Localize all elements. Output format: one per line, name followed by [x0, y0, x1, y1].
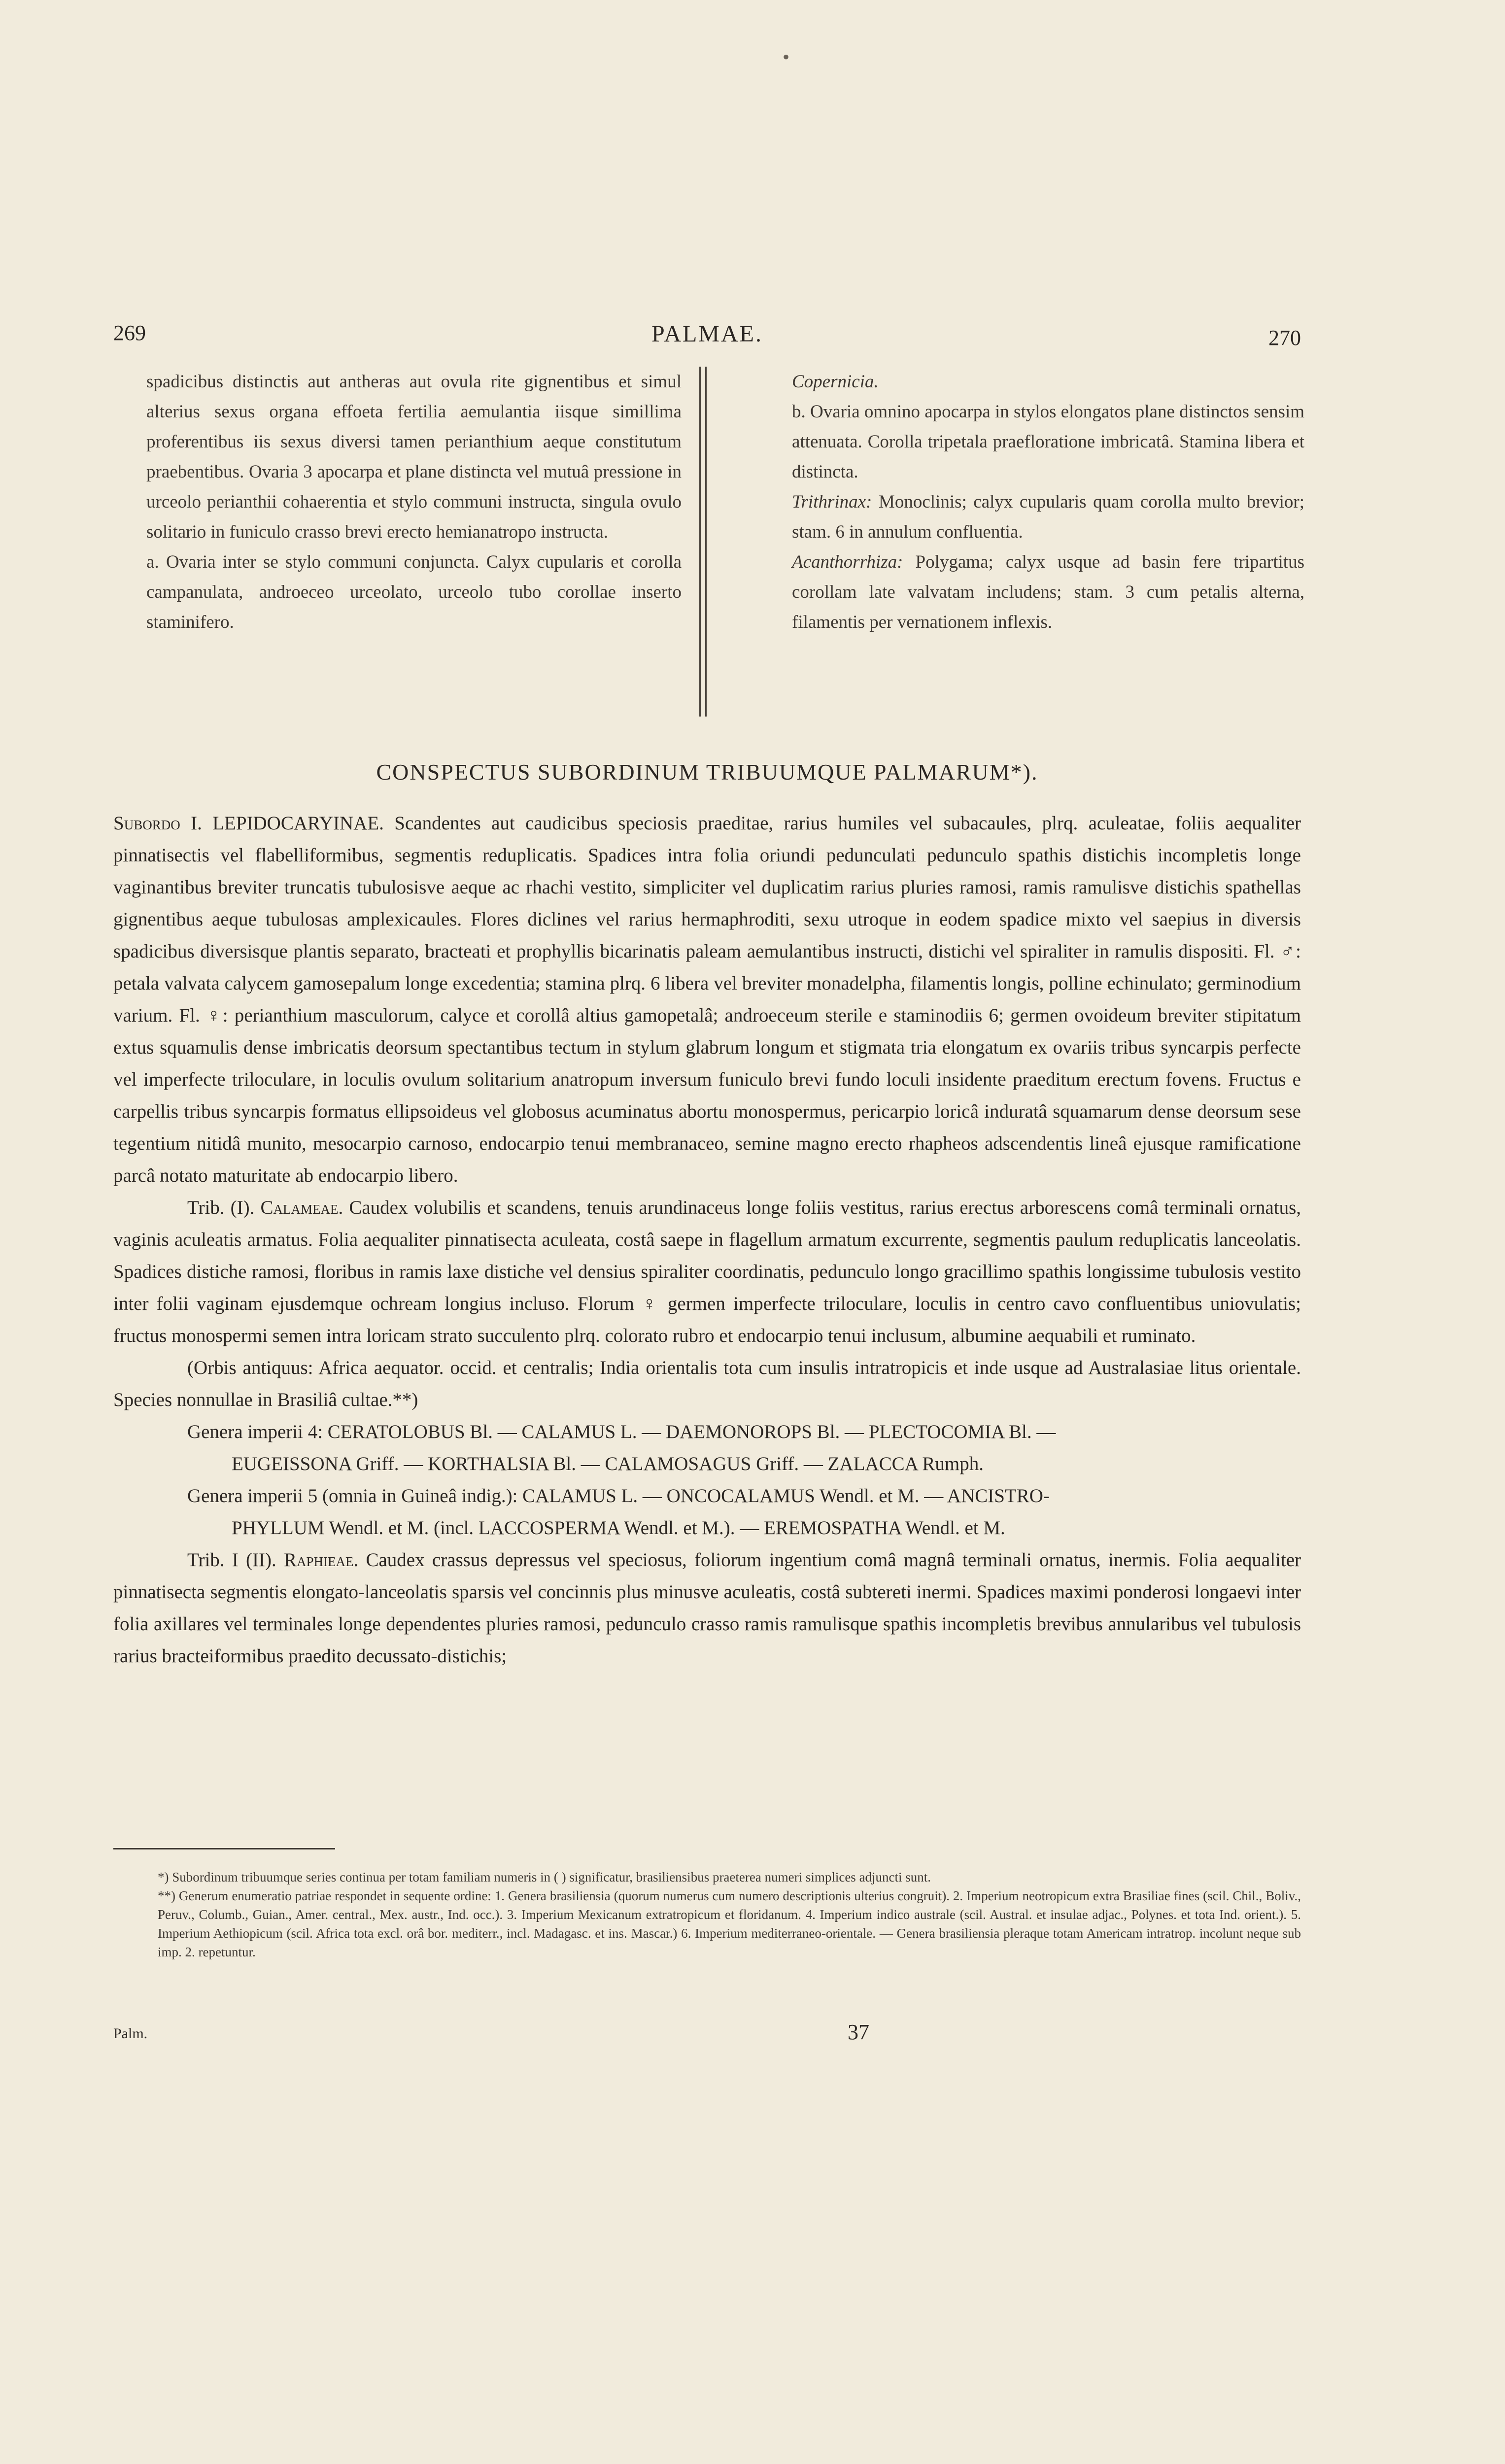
page-header — [113, 320, 1301, 360]
trithrinax-entry — [792, 487, 1304, 547]
trib-name: Calameae. — [260, 1197, 343, 1218]
section-title: CONSPECTUS SUBORDINUM TRIBUUMQUE PALMARUM*). — [376, 759, 1038, 785]
genus-copernicia: Copernicia. — [792, 372, 879, 392]
page-number-right: 270 — [1268, 326, 1301, 350]
left-paragraph-2: a. Ovaria inter se stylo communi conjuncta. Calyx cupularis et corolla campanulata, androeceo urceolato, urceolo tubo corollae inserto staminifero. — [146, 552, 682, 632]
trib-name: Raphieae. — [283, 1549, 359, 1571]
page-number-left: 269 — [113, 321, 146, 345]
left-paragraph-1: spadicibus distinctis aut antheras aut ovula rite gignentibus et simul alterius sexus organa effoeta fertilia aemulantia iisque simillima proferentibus iis sexus diversi tamen perianthium aeque constitutum praebentibus. Ovaria 3 apocarpa et plane distincta vel mutuâ pressione in urceolo perianthii cohaerentia et stylo communi instructa, singula ovulo solitario in funiculo crasso brevi erecto hemianatropo instructa. — [146, 372, 682, 542]
footnote-2: **) Generum enumeratio patriae respondet in sequente ordine: 1. Genera brasiliensia (quorum numerus cum numero descriptionis ulterius congruit). 2. Imperium neotropicum extra Brasiliae fines (scil. Chil., Boliv., Peruv., Columb., Guian., Amer. central., Mex. austr., Ind. occ.). 3. Imperium Mexicanum extratropicum et floridanum. 4. Imperium indico australe (scil. Austral. et insulae adjac., Polynes. et tota Ind. orient.). 5. Imperium Aethiopicum (scil. Africa tota excl. orâ bor. mediterr., incl. Madagasc. et ins. Mascar.) 6. Imperium mediterraneo-orientale. — Genera brasiliensia pleraque totam Americam intratrop. incolunt neque sub imp. 2. repetuntur. — [158, 1888, 1301, 1959]
subordo-text: Scandentes aut caudicibus speciosis praeditae, rarius humiles vel subacaules, plrq. aculeatae, foliis aequaliter pinnatisectis vel flabelliformibus, segmentis reduplicatis. Spadices intra folia oriundi pedunculati pedunculo spathis distichis incompletis longe vaginantibus breviter truncatis tubulosisve aeque ac rhachi vestito, simpliciter vel duplicatim rarius pluries ramosi, ramis ramulisve distichis spathellas gignentibus aeque tubulosas amplexicaules. Flores diclines vel rarius hermaphroditi, sexu utroque in eodem spadice mixto vel saepius in diversis spadicibus diversisque plantis separato, bracteati et prophyllis bicarinatis paleam aemulantibus instructi, distichi vel spiraliter in ramulis dispositi. Fl. ♂: petala valvata calycem gamosepalum longe excedentia; stamina plrq. 6 libera vel breviter monadelpha, filamentis longis, polline echinulato; germinodium varium. Fl. ♀: perianthium masculorum, calyce et corollâ altius gamopetalâ; androeceum sterile e staminodiis 6; germen ovoideum breviter stipitatum extus squamulis dense imbricatis deorsum spectantibus tectum in stylum glabrum longum et stigmata tria elongatum ex ovariis tribus syncarpis perfecte vel imperfecte triloculare, in loculis ovulum solitarium anatropum inversum funiculo brevi fundo loculi insidente praeditum erectum fovens. Fructus e carpellis tribus syncarpis formatus ellipsoideus vel globosus acuminatus abortu monospermus, pericarpio loricâ induratâ squamarum dense deorsum sese tegentium nitidâ munito, mesocarpio carnoso, endocarpio tenui membranaceo, semine magno erecto rhapheos adscendentis lineâ ejusque ramificatione parcâ notato maturitate ab endocarpio libero. — [113, 813, 1301, 1186]
right-column — [792, 367, 1304, 637]
subordo-label: Subordo — [113, 813, 180, 834]
trib-text: Caudex crassus depressus vel speciosus, foliorum ingentium comâ magnâ terminali ornatus, inermis. Folia aequaliter pinnatisecta segmentis elongato-lanceolatis sparsis vel concinnis plus minusve aculeatis, costâ subtereti inermi. Spadices maximi ponderosi longaevi inter folia axillares vel terminales longe dependentes pluries ramosi, pedunculo crasso ramis ramulisque spathis incompletis brevibus annularibus vel tubulosis rarius bracteiformibus praedito decussato-distichis; — [113, 1549, 1301, 1667]
right-paragraph-b: b. Ovaria omnino apocarpa in stylos elongatos plane distinctos sensim attenuata. Corolla tripetala praefloratione imbricatâ. Stamina libera et distincta. — [792, 402, 1304, 482]
footnote-rule — [113, 1848, 335, 1849]
margin-mark: • — [783, 46, 790, 68]
subordo-name: I. LEPIDOCARYINAE. — [191, 813, 384, 834]
column-divider-line — [705, 367, 707, 717]
orbis-paragraph: (Orbis antiquus: Africa aequator. occid. et centralis; India orientalis tota cum insulis intratropicis et inde usque ad Australasiae litus orientale. Species nonnullae in Brasiliâ cultae.**) — [113, 1357, 1301, 1410]
trib-text: Caudex volubilis et scandens, tenuis arundinaceus longe foliis vestitus, rarius erectus arborescens comâ terminali ornatus, vaginis aculeatis armatus. Folia aequaliter pinnatisecta aculeata, costâ saepe in flagellum armatum excurrente, segmentis paulum reduplicatis lanceolatis. Spadices distiche ramosi, floribus in ramis laxe distiche vel densius spiraliter coordinatis, pedunculo longo gracillimo spathis longissime tubulosis vestito inter folii vaginam ejusdemque ochream longius incluso. Florum ♀ germen imperfecte triloculare, loculis in centro cavo confluentibus uniovulatis; fructus monospermi semen intra loricam strato succulento plrq. colorato rubro et endocarpio tenui inclusum, albumine aequabili et ruminato. — [113, 1197, 1301, 1346]
column-divider-line — [699, 367, 701, 717]
genera-line: Genera imperii 5 (omnia in Guineâ indig.): CALAMUS L. — ONCOCALAMUS Wendl. et M. — ANCISTRO- — [187, 1485, 1050, 1506]
signature-number: 37 — [848, 2020, 869, 2044]
genus-acanthorrhiza: Acanthorrhiza: — [792, 552, 903, 572]
signature-mark: Palm. — [113, 2025, 148, 2042]
running-title: PALMAE. — [651, 321, 763, 347]
acanthorrhiza-entry — [792, 547, 1304, 637]
left-column — [146, 367, 682, 637]
genera-line: EUGEISSONA Griff. — KORTHALSIA Bl. — CALAMOSAGUS Griff. — ZALACCA Rumph. — [232, 1453, 984, 1474]
trithrinax-text: Monoclinis; calyx cupularis quam corolla multo brevior; stam. 6 in annulum confluentia. — [792, 492, 1304, 542]
footnote-1: *) Subordinum tribuumque series continua per totam familiam numeris in ( ) significatur, brasiliensibus praeterea numeri simplices adjuncti sunt. — [158, 1870, 931, 1884]
main-text — [113, 807, 1301, 1672]
genera-line: Genera imperii 4: CERATOLOBUS Bl. — CALAMUS L. — DAEMONOROPS Bl. — PLECTOCOMIA Bl. — — [187, 1421, 1056, 1442]
genus-trithrinax: Trithrinax: — [792, 492, 872, 512]
trib-raphieae-paragraph — [113, 1544, 1301, 1672]
trib-calameae-paragraph — [113, 1192, 1301, 1352]
acanthorrhiza-text: Polygama; calyx usque ad basin fere tripartitus corollam late valvatam includens; stam. 3 cum petalis alterna, filamentis per vernationem inflexis. — [792, 552, 1304, 632]
trib-label: Trib. (I). — [187, 1197, 255, 1218]
footnotes — [158, 1868, 1301, 1961]
subordo-paragraph — [113, 807, 1301, 1192]
trib-label: Trib. I (II). — [187, 1549, 276, 1571]
genera-line: PHYLLUM Wendl. et M. (incl. LACCOSPERMA Wendl. et M.). — EREMOSPATHA Wendl. et M. — [232, 1517, 1005, 1539]
